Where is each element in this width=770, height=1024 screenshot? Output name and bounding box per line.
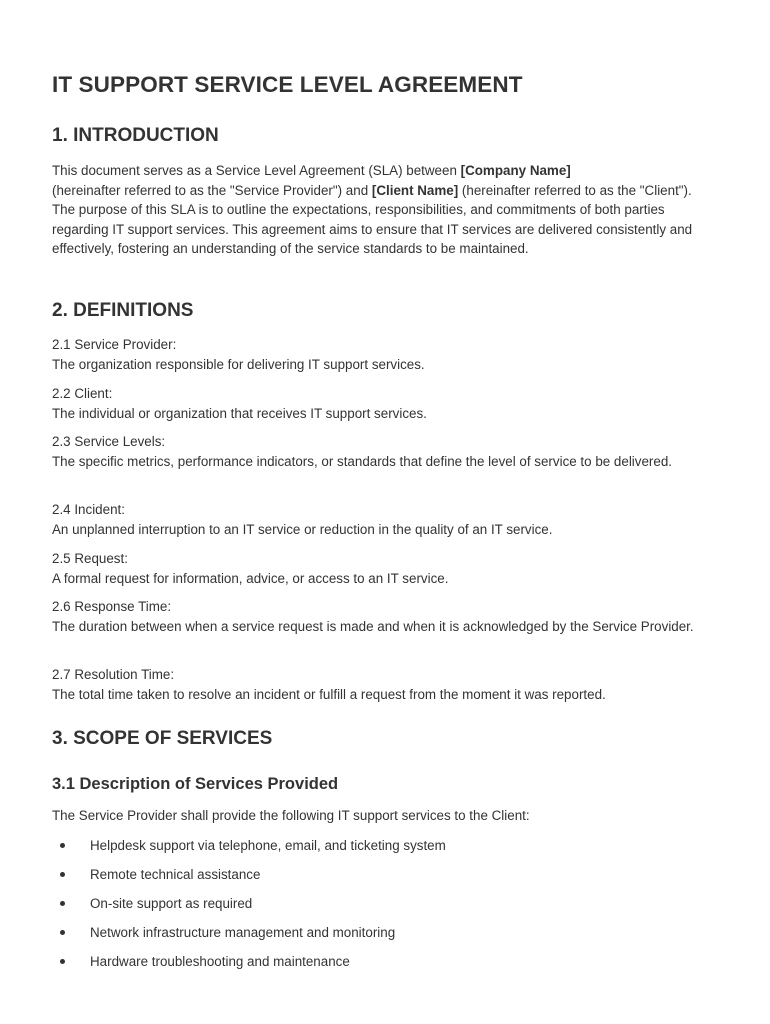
definition-term: 2.2 Client: <box>52 386 113 401</box>
intro-text-2: (hereinafter referred to as the "Service Provider") and <box>52 182 372 198</box>
definition-item <box>52 665 708 704</box>
intro-text-1: This document serves as a Service Level Agreement (SLA) between <box>52 163 461 178</box>
intro-text-3: (hereinafter referred to as the "Client"). The purpose of this SLA is to outline the expectations, responsibilities, and commitments of both parties regarding IT support services. This agreement aims to ensure that IT services are delivered consistently and effectively, fostering an understanding of the service standards to be maintained. <box>52 182 693 256</box>
definition-term: 2.3 Service Levels: <box>52 434 166 449</box>
bullet-icon <box>60 843 65 848</box>
bullet-icon <box>60 872 65 877</box>
list-item-text: Hardware troubleshooting and maintenance <box>90 954 350 969</box>
definition-item <box>52 335 708 374</box>
list-item-text: Helpdesk support via telephone, email, and ticketing system <box>90 838 446 853</box>
section-heading-scope: 3. SCOPE OF SERVICES <box>52 728 273 749</box>
definition-term: 2.5 Request: <box>52 551 128 566</box>
definition-text: The total time taken to resolve an incident or fulfill a request from the moment it was reported. <box>52 686 606 702</box>
document-title: IT SUPPORT SERVICE LEVEL AGREEMENT <box>52 72 523 97</box>
definition-item <box>52 384 708 423</box>
scope-intro: The Service Provider shall provide the following IT support services to the Client: <box>52 808 530 823</box>
bullet-icon <box>60 930 65 935</box>
bullet-icon <box>60 901 65 906</box>
definition-item <box>52 597 708 636</box>
list-item-text: Remote technical assistance <box>90 867 261 882</box>
introduction-paragraph <box>52 161 708 259</box>
list-item-text: On-site support as required <box>90 896 253 911</box>
definition-text: The individual or organization that receives IT support services. <box>52 405 427 421</box>
definition-text: The specific metrics, performance indicators, or standards that define the level of service to be delivered. <box>52 453 672 469</box>
definition-text: A formal request for information, advice, or access to an IT service. <box>52 570 449 586</box>
definition-text: The duration between when a service request is made and when it is acknowledged by the Service Provider. <box>52 618 694 634</box>
definition-item <box>52 500 708 539</box>
definition-term: 2.7 Resolution Time: <box>52 667 175 682</box>
subsection-heading-services: 3.1 Description of Services Provided <box>52 775 339 793</box>
definition-term: 2.6 Response Time: <box>52 599 172 614</box>
client-name-placeholder: [Client Name] <box>371 182 459 198</box>
list-item-text: Network infrastructure management and monitoring <box>90 925 396 940</box>
definition-term: 2.4 Incident: <box>52 502 125 517</box>
definition-item <box>52 549 708 588</box>
definition-term: 2.1 Service Provider: <box>52 337 177 352</box>
definition-text: An unplanned interruption to an IT service or reduction in the quality of an IT service. <box>52 521 553 537</box>
definition-item <box>52 432 708 471</box>
definition-text: The organization responsible for delivering IT support services. <box>52 356 425 372</box>
section-heading-introduction: 1. INTRODUCTION <box>52 125 219 146</box>
company-name-placeholder: [Company Name] <box>460 163 571 178</box>
bullet-icon <box>60 959 65 964</box>
section-heading-definitions: 2. DEFINITIONS <box>52 300 194 321</box>
